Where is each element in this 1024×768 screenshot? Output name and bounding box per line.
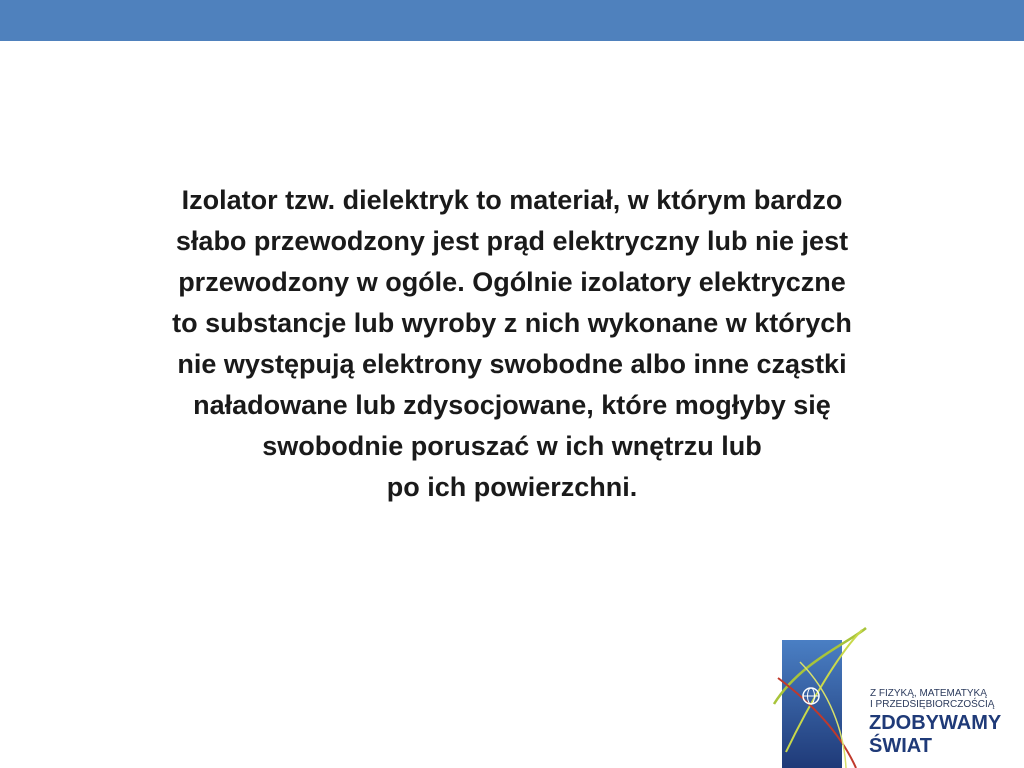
text-line: swobodnie poruszać w ich wnętrzu lub bbox=[262, 431, 762, 461]
text-line: to substancje lub wyroby z nich wykonane w których bbox=[172, 308, 852, 338]
logo-title-line: ZDOBYWAMY bbox=[869, 712, 1002, 734]
project-logo bbox=[770, 622, 1024, 768]
logo-title bbox=[869, 712, 1001, 758]
text-line: nie występują elektrony swobodne albo inne cząstki bbox=[177, 349, 847, 379]
text-line: przewodzony w ogóle. Ogólnie izolatory elektryczne bbox=[178, 267, 846, 297]
logo-tagline-line: Z FIZYKĄ, MATEMATYKĄ bbox=[870, 688, 987, 699]
text-line: Izolator tzw. dielektryk to materiał, w którym bardzo bbox=[181, 185, 843, 215]
logo-title-line: ŚWIAT bbox=[869, 735, 932, 757]
text-line: po ich powierzchni. bbox=[386, 472, 638, 502]
slide-body-text bbox=[70, 180, 954, 508]
top-accent-bar bbox=[0, 0, 1024, 41]
logo-tagline bbox=[870, 688, 994, 710]
logo-tagline-line: I PRZEDSIĘBIORCZOŚCIĄ bbox=[870, 699, 995, 710]
text-line: naładowane lub zdysocjowane, które mogłyby się bbox=[193, 390, 831, 420]
text-line: słabo przewodzony jest prąd elektryczny lub nie jest bbox=[175, 226, 849, 256]
